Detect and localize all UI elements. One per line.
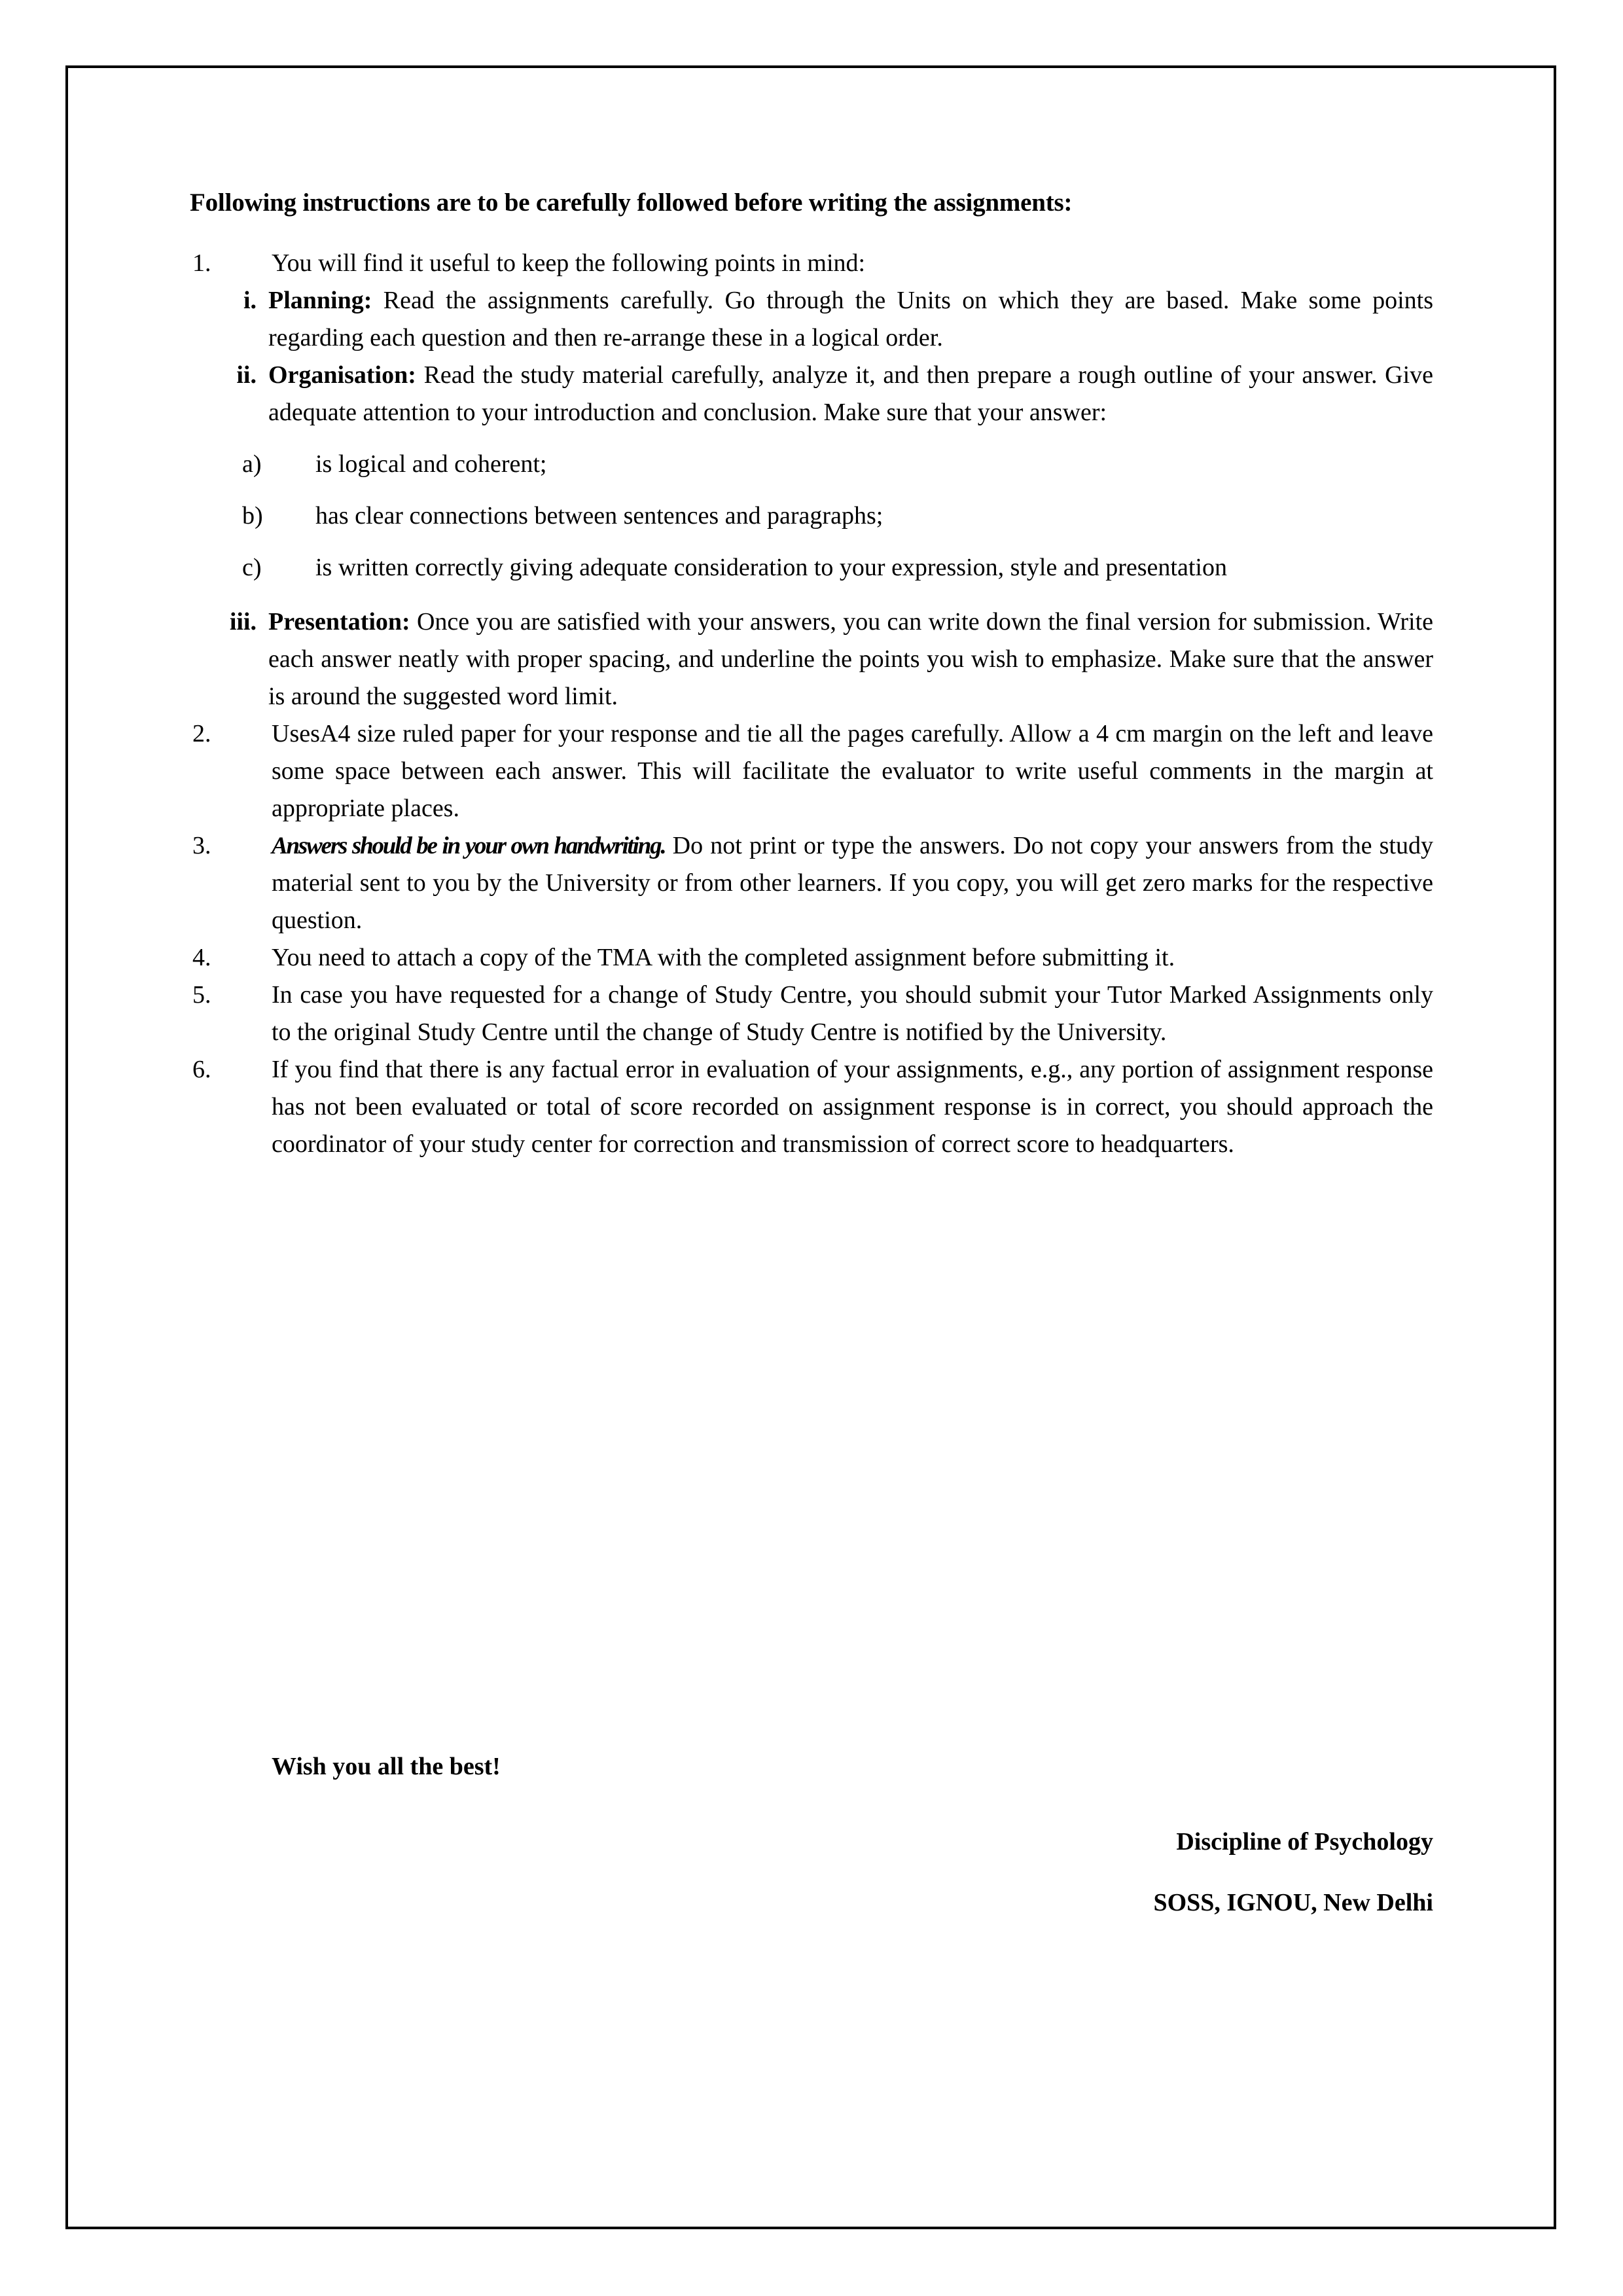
sub-sub-list-item-text: is written correctly giving adequate consideration to your expression, style and presentation [315,553,1227,581]
sub-list-marker: ii. [236,361,257,389]
list-item [190,1051,1433,1163]
sub-list-item-text: Read the study material carefully, analyze it, and then prepare a rough outline of your answer. Give adequate attention to your introduction and conclusion. Make sure that your answer: [268,361,1433,426]
sub-list-item-text: Read the assignments carefully. Go through the Units on which they are based. Make some points regarding each question and then re-arrange these in a logical order. [268,286,1433,351]
list-item [190,977,1433,1051]
list-item-text: In case you have requested for a change of Study Centre, you should submit your Tutor Marked Assignments only to the original Study Centre until the change of Study Centre is notified by the University. [272,980,1433,1046]
list-item-text: If you find that there is any factual error in evaluation of your assignments, e.g., any portion of assignment response has not been evaluated or total of score recorded on assignment response is in correct, you should approach the coordinator of your study center for correction and transmission of correct score to headquarters. [272,1055,1433,1158]
sub-sub-list-item-text: has clear connections between sentences and paragraphs; [315,501,883,529]
list-marker: 5. [192,980,211,1009]
list-item [190,245,1433,282]
sub-list-item [216,282,1433,357]
sub-list-item-lead: Planning: [268,286,372,314]
sub-list-item-text: Once you are satisfied with your answers, you can write down the final version for submission. Write each answer neatly with proper spacing, and underline the points you wish to emphasize. Make sure that the answer is around the suggested word limit. [268,607,1433,710]
list-item-text: You will find it useful to keep the following points in mind: [272,249,866,277]
list-item-text: You need to attach a copy of the TMA with the completed assignment before submitting it. [272,943,1175,971]
list-marker: 3. [192,831,211,859]
list-marker: 1. [192,249,211,277]
closing-block [272,1749,1433,1921]
sub-list-marker: i. [243,286,257,314]
signature-institution: SOSS, IGNOU, New Delhi [1153,1889,1433,1917]
sub-sub-list-marker: a) [242,450,262,478]
list-item [190,715,1433,827]
sub-sub-list-item [242,446,1433,483]
page-title: Following instructions are to be carefully followed before writing the assignments: [190,188,1073,217]
sub-sub-list-item [242,549,1433,586]
sub-list-marker: iii. [229,607,257,636]
sub-sub-list-marker: b) [242,501,263,529]
document-content [190,187,1433,1163]
sub-list-item-lead: Organisation: [268,361,416,389]
signature-discipline: Discipline of Psychology [1176,1828,1433,1856]
sub-sub-list-item [242,497,1433,535]
list-item-body [272,827,1433,939]
list-item-emphasis: Answers should be in your own handwriting. [272,832,666,859]
list-item [190,827,1433,939]
sub-sub-list [190,446,1433,586]
list-marker: 2. [192,719,211,747]
sub-sub-list-marker: c) [242,553,262,581]
sub-list-item [216,357,1433,431]
sub-list-item [216,603,1433,715]
list-marker: 6. [192,1055,211,1083]
sub-list-item-lead: Presentation: [268,607,410,636]
list-marker: 4. [192,943,211,971]
sub-list [190,282,1433,715]
sub-sub-list-item-text: is logical and coherent; [315,450,547,478]
list-item-text: UsesA4 size ruled paper for your response and tie all the pages carefully. Allow a 4 cm margin on the left and leave some space between each answer. This will facilitate the evaluator to write useful comments in the margin at appropriate places. [272,719,1433,822]
closing-wish-text: Wish you all the best! [272,1753,501,1780]
list-item [190,939,1433,977]
list-item-text: Do not print or type the answers. Do not copy your answers from the study material sent to you by the University or from other learners. If you copy, you will get zero marks for the respective question. [272,831,1433,934]
